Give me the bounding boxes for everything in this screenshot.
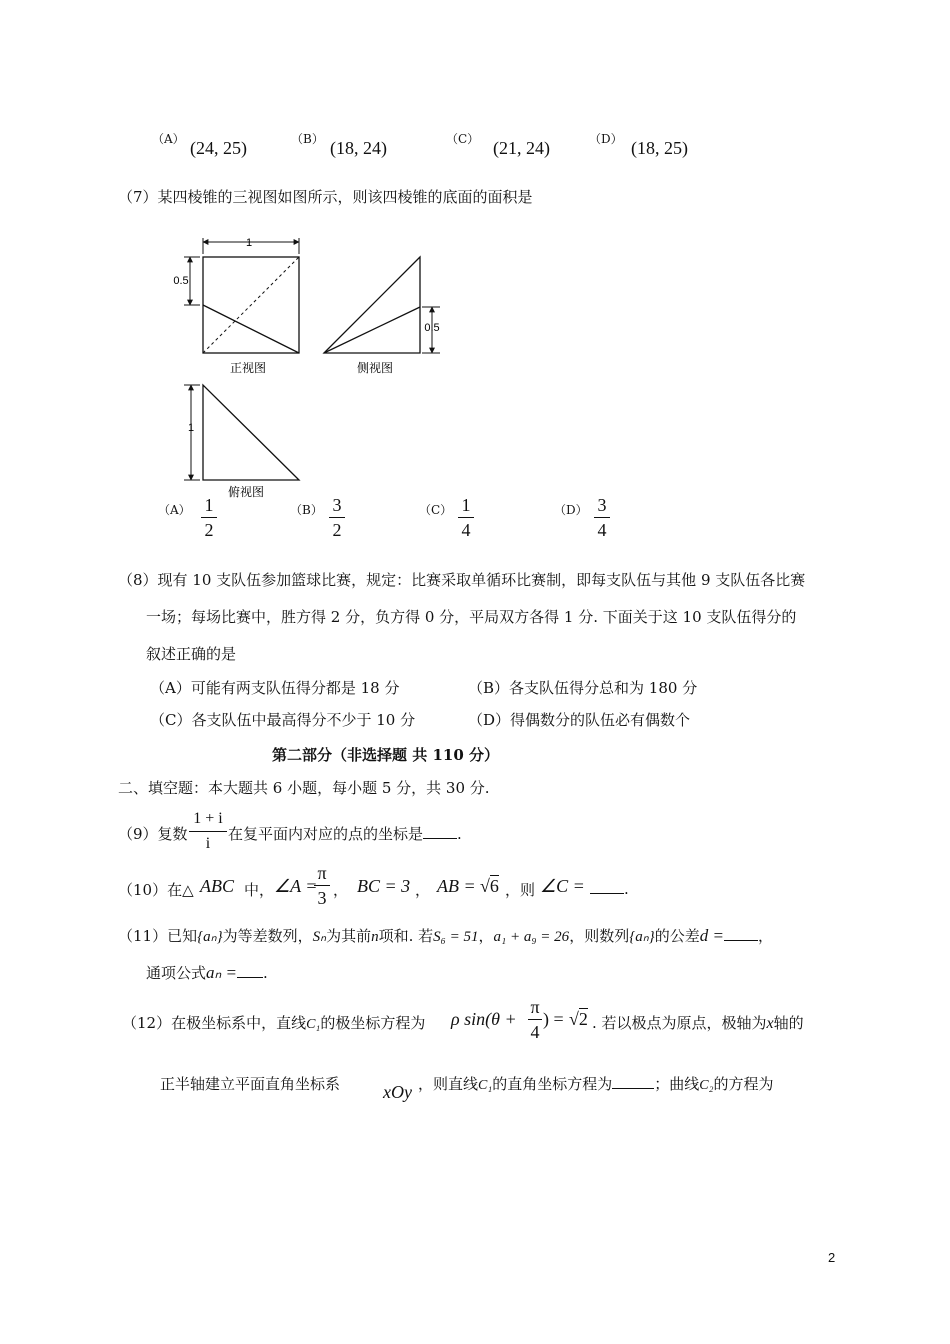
q11-text-3: 项和. 若 xyxy=(378,927,434,945)
q9-suffix-text: 在复平面内对应的点的坐标是 xyxy=(228,825,424,843)
q11-prefix: （11）已知 xyxy=(118,927,198,945)
q7-option-b-fraction: 3 2 xyxy=(329,494,345,541)
q10-answer xyxy=(590,879,629,898)
q11-text-1: 为等差数列， xyxy=(222,927,313,945)
q10-triangle-abc: ABC xyxy=(200,876,234,896)
q11-n: n xyxy=(371,929,379,945)
q12-c1-answer-blank[interactable] xyxy=(612,1074,654,1089)
q11-an: aₙ = xyxy=(206,963,238,982)
q10-sqrt6: √6 xyxy=(480,876,499,896)
q10-mid: 中， xyxy=(244,881,275,899)
q11-seq-2: {aₙ} xyxy=(629,929,655,945)
q6-option-b-label: （B） xyxy=(291,132,324,146)
q12-text-2 xyxy=(592,1012,804,1033)
front-view xyxy=(184,238,299,353)
q11-line-2 xyxy=(146,962,268,983)
q11-seq-1: {aₙ} xyxy=(197,929,223,945)
q10-end: . xyxy=(624,880,629,898)
q12-xoy: xOy xyxy=(383,1082,412,1102)
q12-text-1: 的极坐标方程为 xyxy=(320,1014,426,1032)
three-view-figure xyxy=(170,230,450,515)
q7-option-c-fraction: 1 4 xyxy=(458,494,474,541)
q11-line2-prefix: 通项公式 xyxy=(146,964,207,982)
q11-d: d = xyxy=(699,926,724,945)
q7-option-a-fraction: 1 2 xyxy=(201,494,217,541)
q8-option-b: （B）各支队伍得分总和为 180 分 xyxy=(468,679,698,697)
q12-line2-d: ；曲线 xyxy=(654,1075,700,1093)
q11-d-blank[interactable] xyxy=(724,926,758,941)
q7-option-a-label: （A） xyxy=(158,503,191,517)
q12-x: x xyxy=(766,1015,774,1032)
q7-option-b-label: （B） xyxy=(290,503,323,517)
q12-line2-c: 的直角坐标方程为 xyxy=(492,1075,613,1093)
q11-s6: S₆ = 51 xyxy=(433,929,479,945)
q6-option-a-label: （A） xyxy=(152,132,185,146)
q7-option-c-label: （C） xyxy=(419,503,453,517)
q9-prefix: （9）复数 xyxy=(118,825,188,843)
q11-text-5: 的公差 xyxy=(654,927,700,945)
q11-a1-a9: a₁ + a₉ = 26 xyxy=(493,929,570,945)
q6-option-c-value: (21, 24) xyxy=(493,138,550,158)
q12-text-3: 轴的 xyxy=(773,1014,804,1032)
front-width-label: 1 xyxy=(245,237,253,249)
q12-sqrt2-radicand: 2 xyxy=(578,1009,588,1029)
q10-ab: AB = xyxy=(437,876,476,896)
q10-angle-a: ∠A = xyxy=(274,876,318,896)
q12-line2-a: 正半轴建立平面直角坐标系 xyxy=(160,1075,341,1093)
q10-angle-c: ∠C = xyxy=(540,876,585,896)
side-view xyxy=(324,257,440,353)
q12-prefix xyxy=(122,1012,425,1033)
q6-option-c-label: （C） xyxy=(446,132,480,146)
q12-c2: C₂ xyxy=(699,1078,714,1093)
q11-text-4: ，则数列 xyxy=(569,927,630,945)
q7-option-d-fraction: 3 4 xyxy=(594,494,610,541)
q8-option-d: （D）得偶数分的队伍必有偶数个 xyxy=(468,711,691,729)
q12-rho: ρ sin(θ + xyxy=(451,1009,517,1029)
front-height-label: 0.5 xyxy=(173,275,189,287)
q12-sqrt2: √2 xyxy=(569,1009,588,1029)
page-number: 2 xyxy=(828,1250,836,1265)
side-view-caption: 侧视图 xyxy=(356,361,394,375)
q12-close: ) = xyxy=(543,1009,564,1029)
q6-option-b-value: (18, 24) xyxy=(330,138,387,158)
q10-sqrt6-radicand: 6 xyxy=(489,876,499,896)
q7-option-d-label: （D） xyxy=(554,503,588,517)
q11-sn: Sₙ xyxy=(312,929,327,945)
q11-end-2: . xyxy=(263,964,268,982)
q12-text-2-a: . 若以极点为原点，极轴为 xyxy=(592,1014,767,1032)
q7-stem: （7）某四棱锥的三视图如图所示，则该四棱锥的底面的面积是 xyxy=(118,188,533,206)
q10-comma-1: ， xyxy=(333,881,349,899)
q9-fraction: 1 + i i xyxy=(189,808,227,855)
q8-option-a: （A）可能有两支队伍得分都是 18 分 xyxy=(150,679,400,697)
q11-end-1: ， xyxy=(757,927,773,945)
q9-suffix xyxy=(228,823,462,844)
q12-c1: C₁ xyxy=(306,1017,321,1032)
q12-c1-b: C₁ xyxy=(478,1078,493,1093)
q6-option-d-value: (18, 25) xyxy=(631,138,688,158)
q12-pi-over-4: π 4 xyxy=(528,996,542,1043)
q8-line-1: （8）现有 10 支队伍参加篮球比赛，规定：比赛采取单循环比赛制，即每支队伍与其他 9 支队伍各比赛 xyxy=(118,571,806,589)
q10-bc: BC = 3 xyxy=(357,876,411,896)
side-height-label: 0.5 xyxy=(424,322,440,334)
part2-section-heading: 二、填空题：本大题共 6 小题，每小题 5 分，共 30 分. xyxy=(118,779,490,797)
q11-an-blank[interactable] xyxy=(237,963,263,978)
q11-comma: ， xyxy=(478,927,494,945)
top-height-label: 1 xyxy=(187,422,195,434)
q10-then: ，则 xyxy=(505,881,536,899)
q10-prefix: （10）在△ xyxy=(118,881,194,899)
part2-title: 第二部分（非选择题 共 110 分） xyxy=(272,746,499,764)
q10-comma-2: ， xyxy=(415,881,431,899)
q8-line-3: 叙述正确的是 xyxy=(146,645,237,663)
q12-prefix-text: （12）在极坐标系中，直线 xyxy=(122,1014,307,1032)
q10-pi-over-3: π 3 xyxy=(314,862,330,909)
top-view-caption: 俯视图 xyxy=(227,485,265,499)
q9-answer-blank[interactable] xyxy=(423,824,457,839)
q12-line2-e: 的方程为 xyxy=(713,1075,774,1093)
q10-answer-blank[interactable] xyxy=(590,879,624,894)
q8-line-2: 一场；每场比赛中，胜方得 2 分，负方得 0 分，平局双方各得 1 分. 下面关于这 10 支队伍得分的 xyxy=(146,608,797,626)
top-view xyxy=(184,385,299,480)
q8-option-c: （C）各支队伍中最高得分不少于 10 分 xyxy=(150,711,416,729)
q6-option-d-label: （D） xyxy=(589,132,623,146)
q9-end: . xyxy=(457,825,462,843)
q11-text-2: 为其前 xyxy=(326,927,372,945)
q11-line-1 xyxy=(118,925,773,946)
q6-option-a-value: (24, 25) xyxy=(190,138,247,158)
q12-line2-b-text: ，则直线 xyxy=(418,1075,479,1093)
front-view-caption: 正视图 xyxy=(229,361,267,375)
q12-line2-b xyxy=(418,1073,774,1094)
